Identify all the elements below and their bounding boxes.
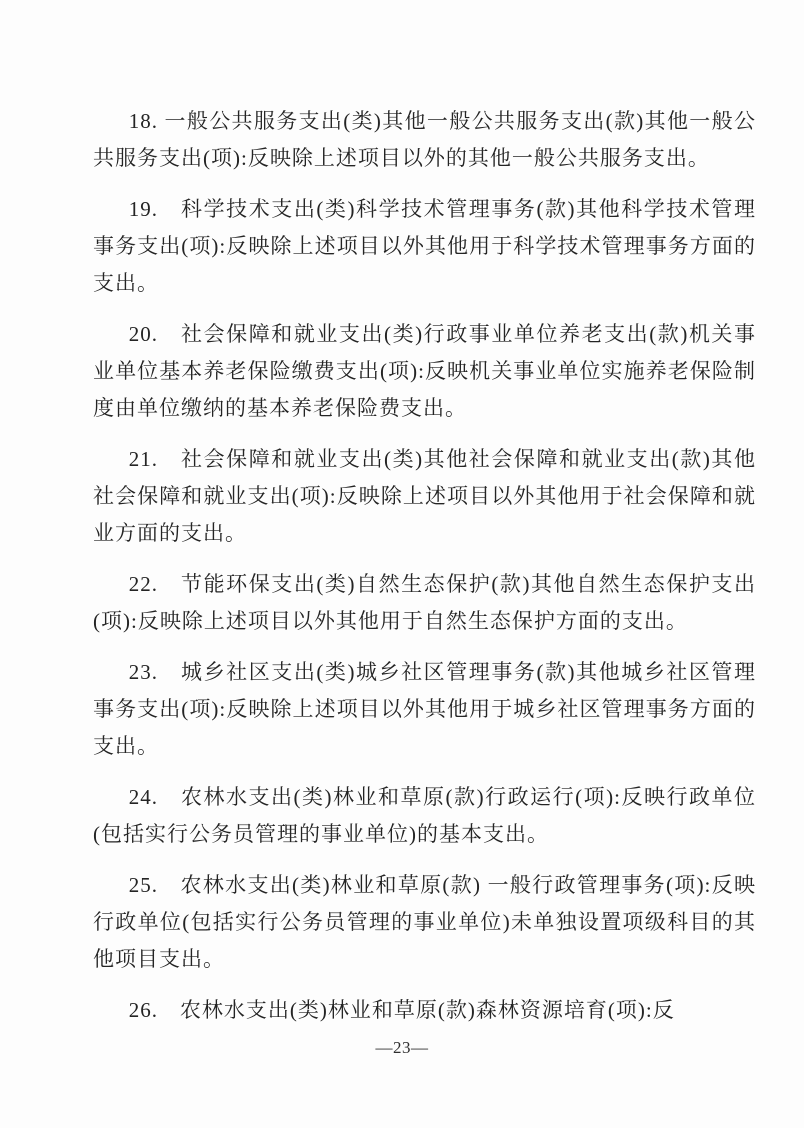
paragraph-item-23: 23. 城乡社区支出(类)城乡社区管理事务(款)其他城乡社区管理事务支出(项):反映除上述项目以外其他用于城乡社区管理事务方面的支出。 [93,660,756,758]
paragraph-item-19: 19. 科学技术支出(类)科学技术管理事务(款)其他科学技术管理事务支出(项):反映除上述项目以外其他用于科学技术管理事务方面的支出。 [93,197,756,295]
paragraph-item-20: 20. 社会保障和就业支出(类)行政事业单位养老支出(款)机关事业单位基本养老保险缴费支出(项):反映机关事业单位实施养老保险制度由单位缴纳的基本养老保险费支出。 [93,322,756,420]
paragraph-item-22: 22. 节能环保支出(类)自然生态保护(款)其他自然生态保护支出(项):反映除上述项目以外其他用于自然生态保护方面的支出。 [93,572,756,633]
paragraph-item-26: 26. 农林水支出(类)林业和草原(款)森林资源培育(项):反 [128,998,675,1022]
paragraph-item-24: 24. 农林水支出(类)林业和草原(款)行政运行(项):反映行政单位(包括实行公务员管理的事业单位)的基本支出。 [93,785,756,846]
paragraph-item-18: 18. 一般公共服务支出(类)其他一般公共服务支出(款)其他一般公共服务支出(项):反映除上述项目以外的其他一般公共服务支出。 [93,109,756,170]
page-number: —23— [375,1038,429,1057]
paragraph-item-21: 21. 社会保障和就业支出(类)其他社会保障和就业支出(款)其他社会保障和就业支出(项):反映除上述项目以外其他用于社会保障和就业方面的支出。 [93,447,756,545]
document-body [93,103,756,1043]
paragraph-item-25: 25. 农林水支出(类)林业和草原(款) 一般行政管理事务(项):反映行政单位(包括实行公务员管理的事业单位)未单独设置项级科目的其他项目支出。 [93,873,756,971]
